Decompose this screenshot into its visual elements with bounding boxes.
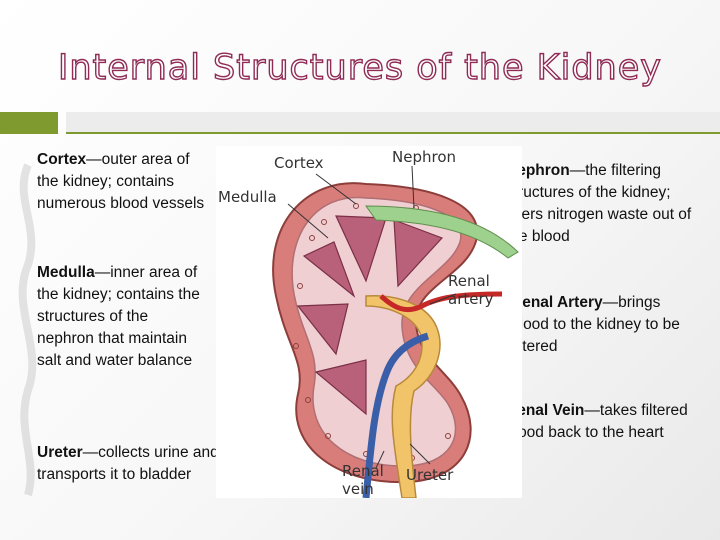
cortex-term: Cortex [37,151,87,168]
diagram-label-renal-vein-1: Renal [342,462,384,480]
medulla-term: Medulla [37,264,95,281]
kidney-diagram [216,146,522,498]
diagram-label-renal-vein-2: vein [342,480,374,498]
diagram-label-nephron: Nephron [392,148,456,166]
medulla-desc: —inner area of the kidney; contains the structures of the nephron that maintain salt and water balance [37,264,200,369]
slide-title: Internal Structures of the Kidney [58,48,662,88]
nephron-description [506,160,706,248]
header-divider [66,112,720,134]
diagram-label-medulla: Medulla [218,188,277,206]
medulla-description [37,262,209,372]
diagram-label-cortex: Cortex [274,154,324,172]
nephron-desc: —the filtering structures of the kidney; filters nitrogen waste out of the blood [506,162,692,245]
renal-vein-desc: —takes filtered blood back to the heart [506,402,688,441]
ureter-desc: —collects urine and transports it to bladder [37,444,219,483]
diagram-label-renal-artery-1: Renal [448,272,490,290]
accent-bar [0,112,58,134]
ureter-term: Ureter [37,444,83,461]
renal-artery-term: Renal Artery [511,294,603,311]
diagram-label-ureter: Ureter [406,466,454,484]
renal-vein-description [506,400,710,444]
diagram-label-renal-artery-2: artery [448,290,494,308]
renal-vein-term: Renal Vein [506,402,585,419]
cortex-desc: —outer area of the kidney; contains numerous blood vessels [37,151,205,212]
nephron-term: Nephron [506,162,570,179]
renal-artery-desc: —brings blood to the kidney to be filtered [511,294,680,355]
cortex-description [37,149,209,215]
renal-artery-description [511,292,701,358]
